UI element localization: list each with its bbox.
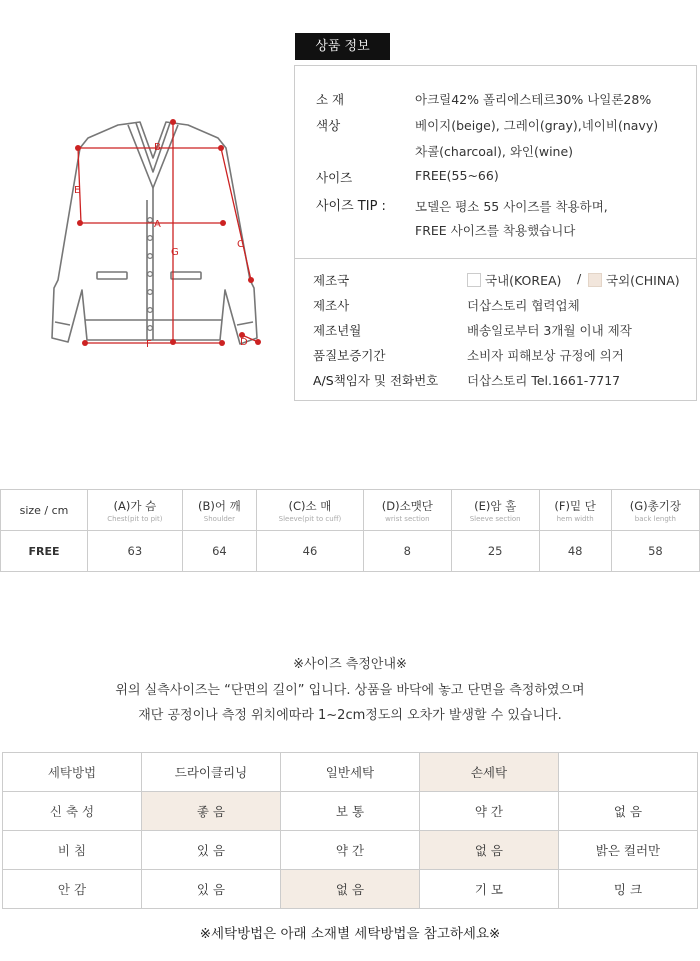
- cardigan-measurement-diagram: [40, 110, 280, 360]
- care-cell: 있 음: [141, 870, 280, 909]
- date-value: 배송일로부터 3개월 이내 제작: [467, 323, 632, 338]
- origin-slash: /: [577, 271, 582, 286]
- size-table-corner: size / cm: [1, 490, 88, 531]
- info-divider: [294, 258, 697, 259]
- size-header-wrist: [363, 490, 451, 531]
- care-row-stretch: [3, 792, 698, 831]
- care-footer-note: ※세탁방법은 아래 소재별 세탁방법을 참고하세요※: [199, 926, 501, 942]
- size-value-chest: 63: [88, 531, 183, 572]
- maker-label: 제조사: [313, 298, 350, 313]
- care-cell: 없 음: [558, 792, 697, 831]
- origin-label: 제조국: [313, 273, 350, 288]
- color-value-1: 베이지(beige), 그레이(gray),네이비(navy): [415, 118, 659, 133]
- header-sub: Chest(pit to pit): [107, 514, 163, 523]
- measure-note-line1: 위의 실측사이즈는 “단면의 길이” 입니다. 상품을 바닥에 놓고 단면을 측정하였으며: [115, 683, 585, 698]
- size-value-length: 58: [611, 531, 699, 572]
- size-header-hem: [539, 490, 611, 531]
- label-a: A: [154, 219, 161, 230]
- care-label-lining: 안 감: [3, 870, 142, 909]
- product-info-tag: 상품 정보: [295, 33, 390, 60]
- size-header-armhole: [451, 490, 539, 531]
- care-cell: 보 통: [280, 792, 419, 831]
- care-cell: 드라이클리닝: [141, 753, 280, 792]
- size-value: FREE(55~66): [415, 168, 499, 183]
- header-name: (G)총기장: [629, 498, 681, 513]
- color-value-2: 차콜(charcoal), 와인(wine): [415, 144, 574, 159]
- header-sub: Sleeve(pit to cuff): [278, 514, 342, 523]
- size-header-shoulder: [182, 490, 256, 531]
- label-c: C: [237, 239, 244, 250]
- origin-korea[interactable]: [467, 271, 561, 289]
- header-name: (D)소맷단: [381, 498, 433, 513]
- care-cell-selected: 없 음: [419, 831, 558, 870]
- material-label: 소 재: [316, 92, 345, 107]
- header-sub: Shoulder: [203, 514, 235, 523]
- header-sub: wrist section: [385, 514, 430, 523]
- care-cell-selected: 좋 음: [141, 792, 280, 831]
- size-tip-label: 사이즈 TIP :: [316, 199, 386, 214]
- label-d: D: [240, 337, 248, 348]
- measure-note-title: ※사이즈 측정안내※: [293, 657, 407, 672]
- care-cell-selected: 없 음: [280, 870, 419, 909]
- maker-value: 더삽스토리 협력업체: [467, 298, 580, 313]
- care-cell: 밝은 컬러만: [558, 831, 697, 870]
- label-f: F: [146, 339, 152, 350]
- care-cell: 있 음: [141, 831, 280, 870]
- origin-china[interactable]: [588, 271, 680, 289]
- size-tip-value-2: FREE 사이즈를 착용했습니다: [415, 223, 576, 238]
- cardigan-outline: [52, 122, 257, 344]
- header-name: (B)어 깨: [198, 498, 241, 513]
- care-cell-selected: 손세탁: [419, 753, 558, 792]
- header-name: (A)가 슴: [113, 498, 157, 513]
- size-table: [0, 489, 700, 572]
- size-table-row: [1, 531, 700, 572]
- size-value-armhole: 25: [451, 531, 539, 572]
- label-b: B: [154, 142, 161, 153]
- care-cell: 약 간: [419, 792, 558, 831]
- care-cell: 약 간: [280, 831, 419, 870]
- size-value-shoulder: 64: [182, 531, 256, 572]
- care-label-wash: 세탁방법: [3, 753, 142, 792]
- origin-korea-checkbox[interactable]: [467, 273, 481, 287]
- origin-korea-label: 국내(KOREA): [485, 273, 562, 288]
- size-label: 사이즈: [316, 170, 353, 185]
- header-sub: hem width: [556, 514, 594, 523]
- care-row-lining: [3, 870, 698, 909]
- measure-note-line2: 재단 공정이나 측정 위치에따라 1~2cm정도의 오차가 발생할 수 있습니다.: [138, 708, 562, 723]
- origin-china-label: 국외(CHINA): [606, 273, 680, 288]
- care-cell: [558, 753, 697, 792]
- date-label: 제조년월: [313, 323, 362, 338]
- as-label: A/S책임자 및 전화번호: [313, 373, 439, 388]
- size-table-header: [1, 490, 700, 531]
- header-name: (C)소 매: [288, 498, 332, 513]
- care-cell: 일반세탁: [280, 753, 419, 792]
- material-value: 아크릴42% 폴리에스테르30% 나일론28%: [415, 92, 652, 107]
- label-g: G: [171, 247, 179, 258]
- size-row-label: FREE: [1, 531, 88, 572]
- origin-china-checkbox[interactable]: [588, 273, 602, 287]
- care-row-wash: [3, 753, 698, 792]
- as-value: 더삽스토리 Tel.1661-7717: [467, 373, 621, 388]
- header-name: (F)밑 단: [554, 498, 596, 513]
- size-header-chest: [88, 490, 183, 531]
- size-value-wrist: 8: [363, 531, 451, 572]
- warranty-label: 품질보증기간: [313, 348, 386, 363]
- care-cell: 기 모: [419, 870, 558, 909]
- size-value-hem: 48: [539, 531, 611, 572]
- care-cell: 밍 크: [558, 870, 697, 909]
- care-label-stretch: 신 축 성: [3, 792, 142, 831]
- header-sub: Sleeve section: [469, 514, 521, 523]
- warranty-value: 소비자 피해보상 규정에 의거: [467, 348, 624, 363]
- size-tip-value-1: 모델은 평소 55 사이즈를 착용하며,: [415, 199, 608, 214]
- care-row-sheer: [3, 831, 698, 870]
- care-label-sheer: 비 침: [3, 831, 142, 870]
- color-label: 색상: [316, 118, 341, 133]
- size-header-sleeve: [257, 490, 364, 531]
- care-table: [2, 752, 698, 909]
- header-sub: back length: [634, 514, 676, 523]
- size-value-sleeve: 46: [257, 531, 364, 572]
- size-header-length: [611, 490, 699, 531]
- label-e: E: [74, 185, 81, 196]
- header-name: (E)암 홀: [474, 498, 517, 513]
